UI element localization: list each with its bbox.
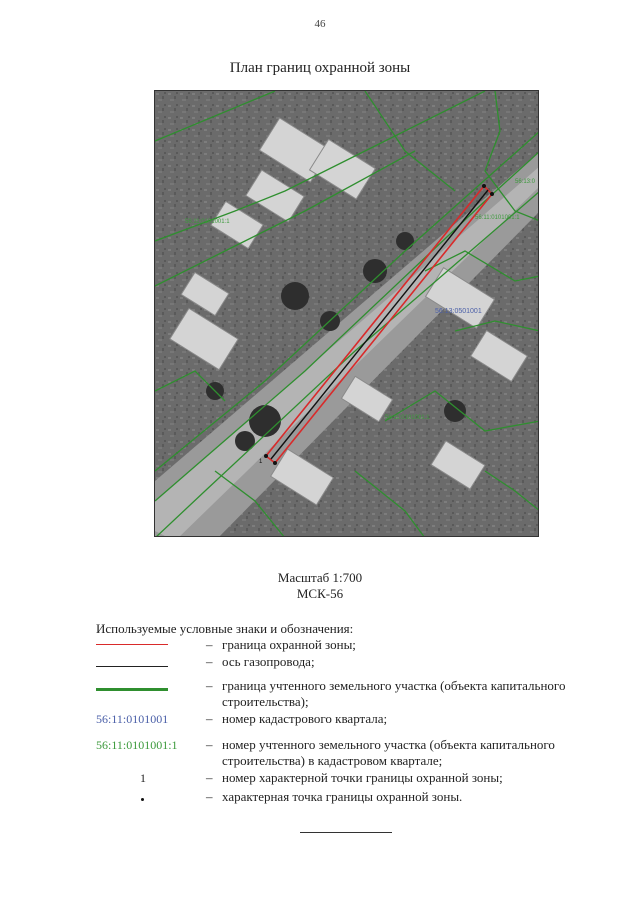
parcel-label-left: 56:11:0101001:1 bbox=[185, 219, 230, 225]
legend-text: номер учтенного земельного участка (объекта капитального строительства) в кадастровом квартале; bbox=[222, 737, 555, 768]
legend-title: Используемые условные знаки и обозначения: bbox=[96, 621, 354, 636]
legend-symbol-point-number: 1 bbox=[140, 771, 146, 785]
legend-text: ось газопровода; bbox=[222, 654, 315, 669]
quarter-label: 56:13:0501001 bbox=[435, 308, 482, 315]
aerial-map[interactable] bbox=[154, 90, 539, 537]
footer-rule bbox=[300, 832, 392, 833]
parcel-label-mid: 56:11:0101001:1 bbox=[385, 415, 430, 421]
legend-dash: – bbox=[206, 678, 213, 693]
scale-label: Масштаб 1:700 bbox=[277, 570, 363, 585]
legend-symbol-parcel-code: 56:11:0101001:1 bbox=[96, 738, 178, 752]
page-number: 46 bbox=[314, 18, 326, 30]
point-number-1: 1 bbox=[259, 459, 263, 465]
parcel-label-top-right: 56:11:0101001:1 bbox=[475, 215, 520, 221]
legend-text: граница охранной зоны; bbox=[222, 637, 356, 652]
legend-dash: – bbox=[206, 637, 213, 652]
legend-text: граница учтенного земельного участка (объекта капитального строительства); bbox=[222, 678, 566, 709]
legend-dash: – bbox=[206, 654, 213, 669]
parcel-label-edge: 56:13:0 bbox=[515, 179, 536, 185]
legend-dash: – bbox=[206, 737, 213, 752]
legend-dash: – bbox=[206, 770, 213, 785]
legend-text: номер кадастрового квартала; bbox=[222, 711, 388, 726]
legend-symbol-quarter-code: 56:11:0101001 bbox=[96, 712, 169, 726]
legend-dash: – bbox=[206, 711, 213, 726]
scale-block bbox=[0, 570, 640, 602]
map-canvas bbox=[155, 91, 539, 537]
coordinate-system: МСК-56 bbox=[296, 586, 344, 601]
page-title: План границ охранной зоны bbox=[229, 60, 411, 76]
legend-text: номер характерной точки границы охранной зоны; bbox=[222, 770, 503, 785]
legend-dash: – bbox=[206, 789, 213, 804]
legend-text: характерная точка границы охранной зоны. bbox=[222, 789, 463, 804]
